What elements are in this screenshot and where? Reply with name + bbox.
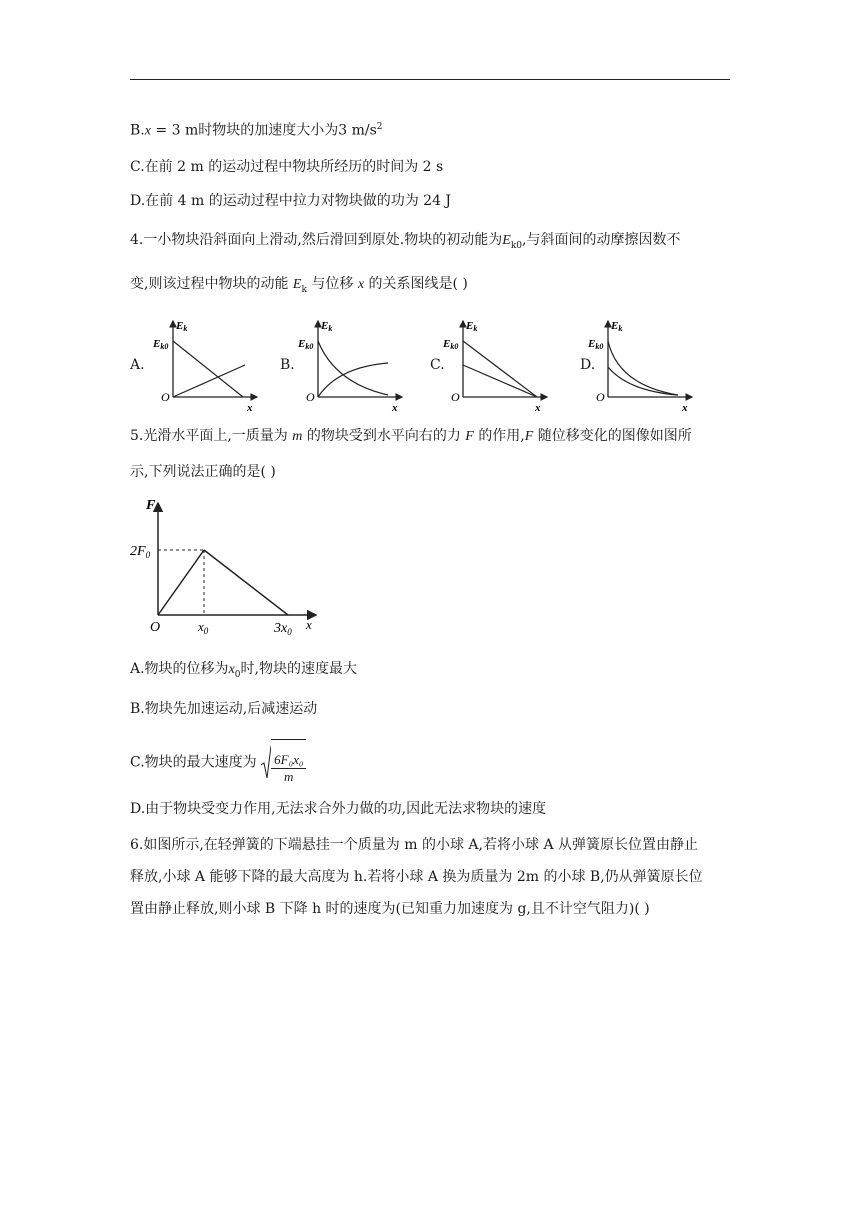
origin-label: O <box>451 390 460 404</box>
x-axis-label: x <box>392 402 398 413</box>
ek0-label: Ek0 <box>443 338 459 351</box>
ek0-label: Ek0 <box>298 338 314 351</box>
curve-outer <box>608 341 678 395</box>
y-axis-label: Ek <box>321 320 333 333</box>
q4-option-c-label: C. <box>430 357 445 373</box>
q4-graph-b <box>290 315 410 413</box>
curve-down <box>318 341 388 395</box>
y-axis-label: Ek <box>611 320 623 333</box>
q5-option-b: B.物块先加速运动,后减速运动 <box>130 701 318 717</box>
header-rule <box>130 79 730 80</box>
q4-graph-d <box>580 315 700 413</box>
y-axis-label: Ek <box>176 320 188 333</box>
q4-stem-line1: 4.一小物块沿斜面向上滑动,然后滑回到原处.物块的初动能为$E_{k0}$,与斜面间的动摩擦因数不 <box>130 232 681 251</box>
q6-stem-line2: 释放,小球 A 能够下降的最大高度为 h.若将小球 A 换为质量为 2m 的小球 B,仍从弹簧原长位 <box>130 869 703 885</box>
x-axis-label: x <box>247 402 253 413</box>
sqrt-numerator: 6F₀x₀ <box>271 752 306 769</box>
q4-stem-line2: 变,则该过程中物块的动能 $E_k$ 与位移 x 的关系图线是( ) <box>130 276 468 295</box>
x-axis-label: x <box>535 402 541 413</box>
q5-option-d: D.由于物块受变力作用,无法求合外力做的功,因此无法求物块的速度 <box>130 801 547 817</box>
ek0-label: Ek0 <box>153 338 169 351</box>
q5-option-a: A.物块的位移为$x_0$时,物块的速度最大 <box>130 661 357 680</box>
origin-label: O <box>150 620 161 635</box>
ek0-label: Ek0 <box>588 338 604 351</box>
curve-down <box>173 341 243 397</box>
origin-label: O <box>596 390 605 404</box>
q5-option-c: C.物块的最大速度为 $\frac{\text{6F₀x₀}}{m}$ <box>130 740 306 785</box>
x0-label: $x_0$ <box>198 619 209 636</box>
y-axis-label: F <box>146 498 156 513</box>
rising-segment <box>158 550 204 615</box>
curve-inner <box>608 367 678 395</box>
3x0-label: $3x_0$ <box>274 621 292 637</box>
x-axis-label: x <box>306 617 312 632</box>
q5-force-graph <box>128 495 328 640</box>
q4-graph-c <box>435 315 555 413</box>
sqrt-sign-icon <box>261 745 271 781</box>
falling-segment <box>204 550 288 615</box>
q3-option-c: C.在前 2 m 的运动过程中物块所经历的时间为 2 s <box>130 159 444 175</box>
peak-label: $2F_0$ <box>130 544 151 560</box>
q5-stem-line2: 示,下列说法正确的是( ) <box>130 464 276 480</box>
sqrt-denominator: m <box>284 769 294 784</box>
y-axis-label: Ek <box>466 320 478 333</box>
curve-up-leg <box>463 341 537 397</box>
q4-option-a-label: A. <box>130 357 145 373</box>
curve-down-leg <box>463 365 537 397</box>
q4-graph-a <box>145 315 265 413</box>
q4-option-d-label: D. <box>580 357 596 373</box>
q6-stem-line3: 置由静止释放,则小球 B 下降 h 时的速度为(已知重力加速度为 g,且不计空气阻力)( ) <box>130 901 650 917</box>
origin-label: O <box>161 390 170 404</box>
origin-label: O <box>306 390 315 404</box>
q6-stem-line1: 6.如图所示,在轻弹簧的下端悬挂一个质量为 m 的小球 A,若将小球 A 从弹簧原长位置由静止 <box>130 837 699 853</box>
q4-option-b-label: B. <box>280 357 295 373</box>
sqrt-expression <box>261 740 306 785</box>
x-axis-label: x <box>682 402 688 413</box>
q3-option-d: D.在前 4 m 的运动过程中拉力对物块做的功为 24 J <box>130 193 452 209</box>
q5-stem-line1: 5.光滑水平面上,一质量为 m 的物块受到水平向右的力 F 的作用,F 随位移变化的图像如图所 <box>130 428 692 444</box>
q3-option-b: B.x = 3 m时物块的加速度大小为3 $m/s^2$ <box>130 122 383 139</box>
